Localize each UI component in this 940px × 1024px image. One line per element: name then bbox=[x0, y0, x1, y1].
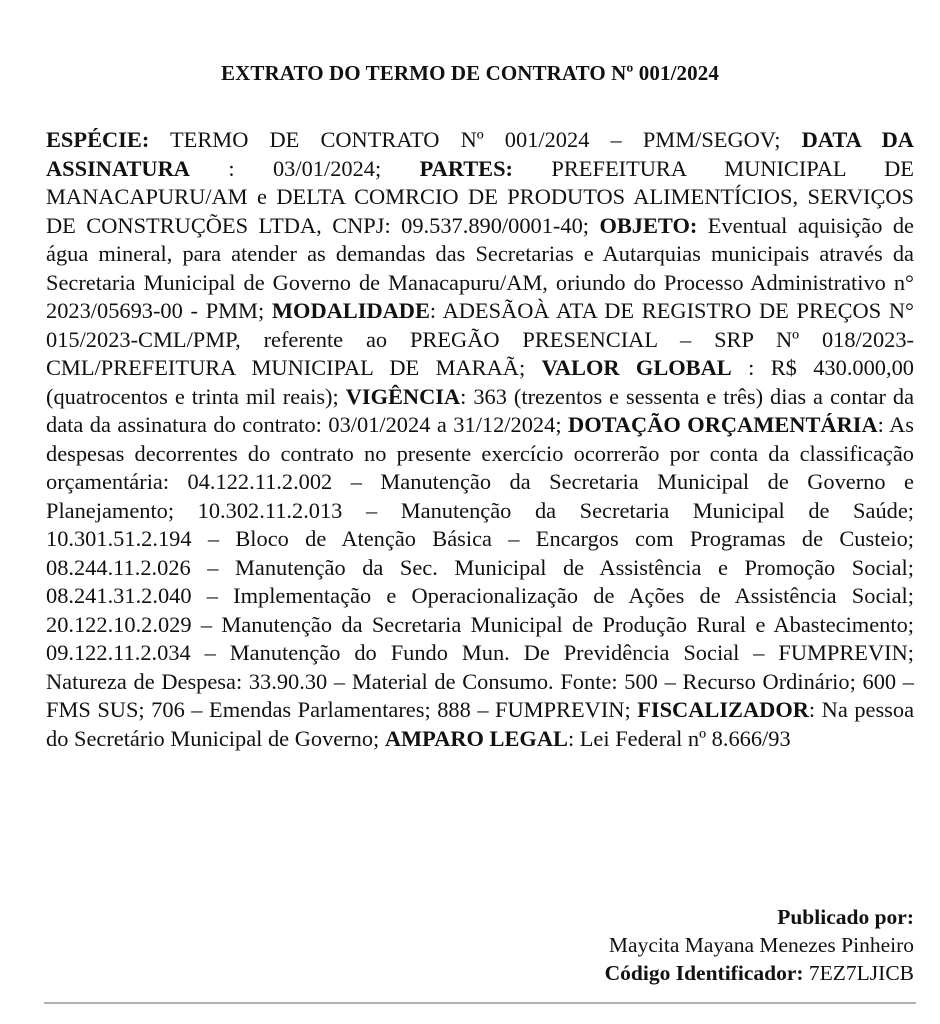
bottom-divider bbox=[44, 1002, 916, 1004]
modalidade-label: MODALIDADE bbox=[271, 298, 430, 323]
identifier-code-label: Código Identificador: bbox=[604, 961, 804, 985]
modalidade-value: : ADESÃOÀ ATA DE REGISTRO DE PREÇOS N° 015/2023-CML/PMP, referente ao PREGÃO PRESENCIAL – SRP Nº 018/2023-CML/PREFEITURA MUNICIPAL DE MARAÃ; bbox=[46, 298, 914, 380]
objeto-value: Eventual aquisição de água mineral, para atender as demandas das Secretarias e Autarquias municipais através da Secretaria Municipal de Governo de Manacapuru/AM, oriundo do Processo Administrativo n° 2023/05693-00 - PMM; bbox=[46, 212, 914, 323]
valor-global-label: VALOR GLOBAL bbox=[541, 355, 732, 380]
amparo-legal-label: AMPARO LEGAL bbox=[384, 725, 568, 751]
publication-signature bbox=[605, 903, 914, 987]
document-title: EXTRATO DO TERMO DE CONTRATO Nº 001/2024 bbox=[221, 61, 719, 85]
vigencia-value: : 363 (trezentos e sessenta e três) dias a contar da data da assinatura do contrato: 03/01/2024 a 31/12/2024; bbox=[46, 383, 915, 437]
publisher-name: Maycita Mayana Menezes Pinheiro bbox=[608, 933, 914, 957]
especie-value: TERMO DE CONTRATO Nº 001/2024 – PMM/SEGOV; bbox=[149, 127, 802, 152]
partes-label: PARTES: bbox=[419, 155, 513, 181]
objeto-label: OBJETO: bbox=[599, 212, 698, 238]
especie-label: ESPÉCIE: bbox=[46, 127, 150, 152]
fiscalizador-label: FISCALIZADOR bbox=[637, 697, 809, 722]
data-assinatura-value: : 03/01/2024; bbox=[189, 155, 420, 181]
fiscalizador-value: : Na pessoa do Secretário Municipal de Governo; bbox=[46, 697, 915, 751]
identifier-code-line bbox=[605, 959, 914, 987]
identifier-code-value: 7EZ7LJICB bbox=[803, 961, 914, 985]
partes-value: PREFEITURA MUNICIPAL DE MANACAPURU/AM e DELTA COMRCIO DE PRODUTOS ALIMENTÍCIOS, SERVIÇOS DE CONSTRUÇÕES LTDA, CNPJ: 09.537.890/0001-40; bbox=[46, 155, 914, 238]
contract-extract-body bbox=[46, 126, 914, 753]
published-by-label: Publicado por: bbox=[777, 905, 914, 929]
dotacao-value: : As despesas decorrentes do contrato no presente exercício ocorrerão por conta da classificação orçamentária: 04.122.11.2.002 – Manutenção da Secretaria Municipal de Governo e Planejamento; 10.302.11.2.013 – Manutenção da Secretaria Municipal de Saúde; 10.301.51.2.194 – Bloco de Atenção Básica – Encargos com Programas de Custeio; 08.244.11.2.026 – Manutenção da Sec. Municipal de Assistência e Promoção Social; 08.241.31.2.040 – Implementação e Operacionalização de Ações de Assistência Social; 20.122.10.2.029 – Manutenção da Secretaria Municipal de Produção Rural e Abastecimento; 09.122.11.2.034 – Manutenção do Fundo Mun. De Previdência Social – FUMPREVIN; Natureza de Despesa: 33.90.30 – Material de Consumo. Fonte: 500 – Recurso Ordinário; 600 – FMS SUS; 706 – Emendas Parlamentares; 888 – FUMPREVIN; bbox=[46, 412, 915, 722]
dotacao-label: DOTAÇÃO ORÇAMENTÁRIA bbox=[568, 412, 878, 437]
vigencia-label: VIGÊNCIA bbox=[345, 383, 461, 409]
valor-global-value: : R$ 430.000,00 (quatrocentos e trinta mil reais); bbox=[46, 355, 914, 409]
amparo-legal-value: : Lei Federal nº 8.666/93 bbox=[567, 725, 791, 751]
data-assinatura-label: DATA DA ASSINATURA bbox=[46, 127, 914, 181]
